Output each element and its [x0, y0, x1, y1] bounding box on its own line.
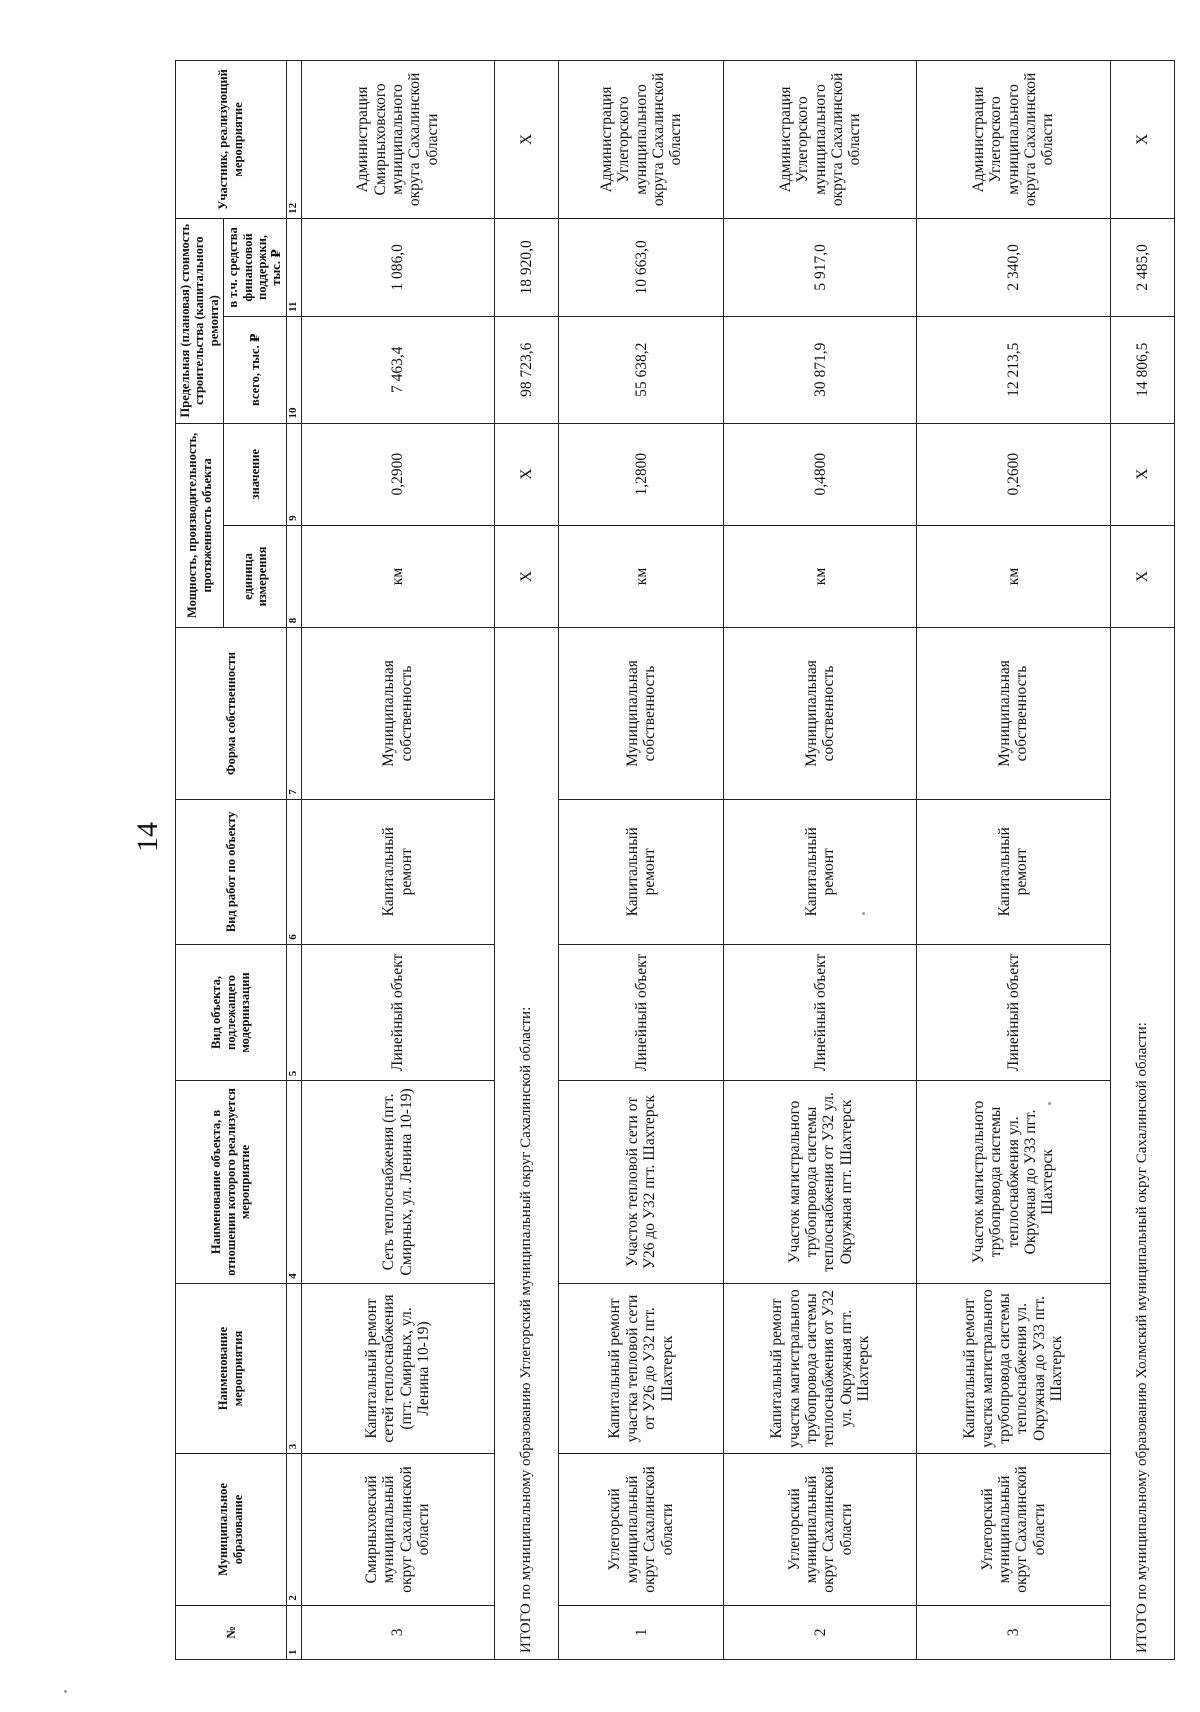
header-total: всего, тыс. ₽	[224, 316, 287, 423]
column-number: 1	[286, 1605, 301, 1659]
cell-municipality: Углегорский муниципальный округ Сахалинской области	[917, 1454, 1110, 1605]
cell-object-type: Линейный объект	[301, 944, 494, 1080]
cell-object-name: Участок магистрального трубопровода системы теплоснабжения ул. Окружная до У33 пгт. Шахтерск	[917, 1081, 1110, 1284]
cell-municipality: Углегорский муниципальный округ Сахалинской области	[724, 1454, 917, 1605]
cell-no: 3	[917, 1605, 1110, 1659]
column-number: 7	[286, 628, 301, 800]
cell-value: 0,2900	[301, 423, 494, 525]
cell-value: Х	[1110, 423, 1174, 525]
cell-support: 1 086,0	[301, 218, 494, 316]
cell-unit: км	[559, 525, 724, 627]
cell-object-name: Сеть теплоснабжения (пгт. Смирных, ул. Ленина 10-19)	[301, 1081, 494, 1284]
column-number: 3	[286, 1283, 301, 1454]
cell-total: 7 463,4	[301, 316, 494, 423]
cell-total: 30 871,9	[724, 316, 917, 423]
cell-ownership: Муниципальная собственность	[724, 628, 917, 800]
header-object-type: Вид объекта, подлежащего модернизации	[176, 944, 287, 1080]
cell-object-type: Линейный объект	[917, 944, 1110, 1080]
scan-speck	[862, 912, 865, 915]
cell-object-name: Участок магистрального трубопровода системы теплоснабжения от У32 ул. Окружная пгт. Шахтерск	[724, 1081, 917, 1284]
column-number: 12	[286, 61, 301, 219]
cell-ownership: Муниципальная собственность	[917, 628, 1110, 800]
cell-value: 1,2800	[559, 423, 724, 525]
cell-total: 12 213,5	[917, 316, 1110, 423]
cell-total-label: ИТОГО по муниципальному образованию Углегорский муниципальный округ Сахалинской области:	[494, 628, 558, 1660]
cell-support: 18 920,0	[494, 218, 558, 316]
cell-total: 14 806,5	[1110, 316, 1174, 423]
scan-speck	[64, 1690, 67, 1693]
cell-event: Капитальный ремонт участка магистрального трубопровода системы теплоснабжения от У32 ул. Окружная пгт. Шахтерск	[724, 1283, 917, 1454]
cell-object-type: Линейный объект	[724, 944, 917, 1080]
cell-total-label: ИТОГО по муниципальному образованию Холмский муниципальный округ Сахалинской области:	[1110, 628, 1174, 1660]
header-object-name: Наименование объекта, в отношении которого реализуется мероприятие	[176, 1081, 287, 1284]
cell-work-type: Капитальный ремонт	[917, 799, 1110, 944]
total-row	[494, 61, 558, 1660]
header-row-1	[176, 61, 224, 1660]
cell-participant: Х	[494, 61, 558, 219]
cell-event: Капитальный ремонт сетей теплоснабжения (пгт. Смирных, ул. Ленина 10-19)	[301, 1283, 494, 1454]
header-support: в т.ч. средства финансовой поддержки, тыс. ₽	[224, 218, 287, 316]
cell-unit: Х	[494, 525, 558, 627]
table-row	[917, 61, 1110, 1660]
header-no: №	[176, 1605, 287, 1659]
scan-speck	[1048, 1102, 1051, 1105]
column-number: 11	[286, 218, 301, 316]
rotated-table-container	[175, 60, 1175, 1660]
cell-no: 1	[559, 1605, 724, 1659]
cell-unit: Х	[1110, 525, 1174, 627]
cell-participant: Администрация Углегорского муниципального округа Сахалинской области	[917, 61, 1110, 219]
header-value: значение	[224, 423, 287, 525]
cell-support: 10 663,0	[559, 218, 724, 316]
cell-total: 55 638,2	[559, 316, 724, 423]
cell-support: 2 485,0	[1110, 218, 1174, 316]
cell-ownership: Муниципальная собственность	[301, 628, 494, 800]
cell-support: 5 917,0	[724, 218, 917, 316]
cell-event: Капитальный ремонт участка магистрального трубопровода системы теплоснабжения ул. Окружная до У33 пгт. Шахтерск	[917, 1283, 1110, 1454]
cell-value: 0,2600	[917, 423, 1110, 525]
header-capacity-group: Мощность, производительность, протяженность объекта	[176, 423, 224, 628]
cell-value: Х	[494, 423, 558, 525]
cell-object-type: Линейный объект	[559, 944, 724, 1080]
cell-unit: км	[301, 525, 494, 627]
table-row	[559, 61, 724, 1660]
cell-support: 2 340,0	[917, 218, 1110, 316]
cell-ownership: Муниципальная собственность	[559, 628, 724, 800]
cell-unit: км	[917, 525, 1110, 627]
cell-work-type: Капитальный ремонт	[724, 799, 917, 944]
cell-municipality: Углегорский муниципальный округ Сахалинской области	[559, 1454, 724, 1605]
cell-object-name: Участок тепловой сети от У26 до У32 пгт. Шахтерск	[559, 1081, 724, 1284]
table-row	[724, 61, 917, 1660]
cell-participant: Администрация Углегорского муниципального округа Сахалинской области	[724, 61, 917, 219]
header-cost-group: Предельная (плановая) стоимость строительства (капитального ремонта)	[176, 218, 224, 423]
cell-value: 0,4800	[724, 423, 917, 525]
cell-municipality: Смирныховский муниципальный округ Сахалинской области	[301, 1454, 494, 1605]
header-event: Наименование мероприятия	[176, 1283, 287, 1454]
header-ownership: Форма собственности	[176, 628, 287, 800]
column-number: 4	[286, 1081, 301, 1284]
cell-no: 2	[724, 1605, 917, 1659]
cell-total: 98 723,6	[494, 316, 558, 423]
total-row	[1110, 61, 1174, 1660]
header-unit: единица измерения	[224, 525, 287, 627]
capital-repair-table	[175, 60, 1175, 1660]
column-number: 9	[286, 423, 301, 525]
column-number: 8	[286, 525, 301, 627]
table-row	[301, 61, 494, 1660]
header-work-type: Вид работ по объекту	[176, 799, 287, 944]
page-number: 14	[131, 822, 164, 852]
column-number: 10	[286, 316, 301, 423]
cell-no: 3	[301, 1605, 494, 1659]
column-number: 5	[286, 944, 301, 1080]
cell-participant: Администрация Углегорского муниципального округа Сахалинской области	[559, 61, 724, 219]
column-number: 2	[286, 1454, 301, 1605]
header-participant: Участник, реализующий мероприятие	[176, 61, 287, 219]
cell-event: Капитальный ремонт участка тепловой сети от У26 до У32 пгт. Шахтерск	[559, 1283, 724, 1454]
column-number: 6	[286, 799, 301, 944]
cell-participant: Администрация Смирныховского муниципального округа Сахалинской области	[301, 61, 494, 219]
header-municipality: Муниципальное образование	[176, 1454, 287, 1605]
column-number-row	[286, 61, 301, 1660]
cell-work-type: Капитальный ремонт	[559, 799, 724, 944]
cell-work-type: Капитальный ремонт	[301, 799, 494, 944]
cell-unit: км	[724, 525, 917, 627]
cell-participant: Х	[1110, 61, 1174, 219]
